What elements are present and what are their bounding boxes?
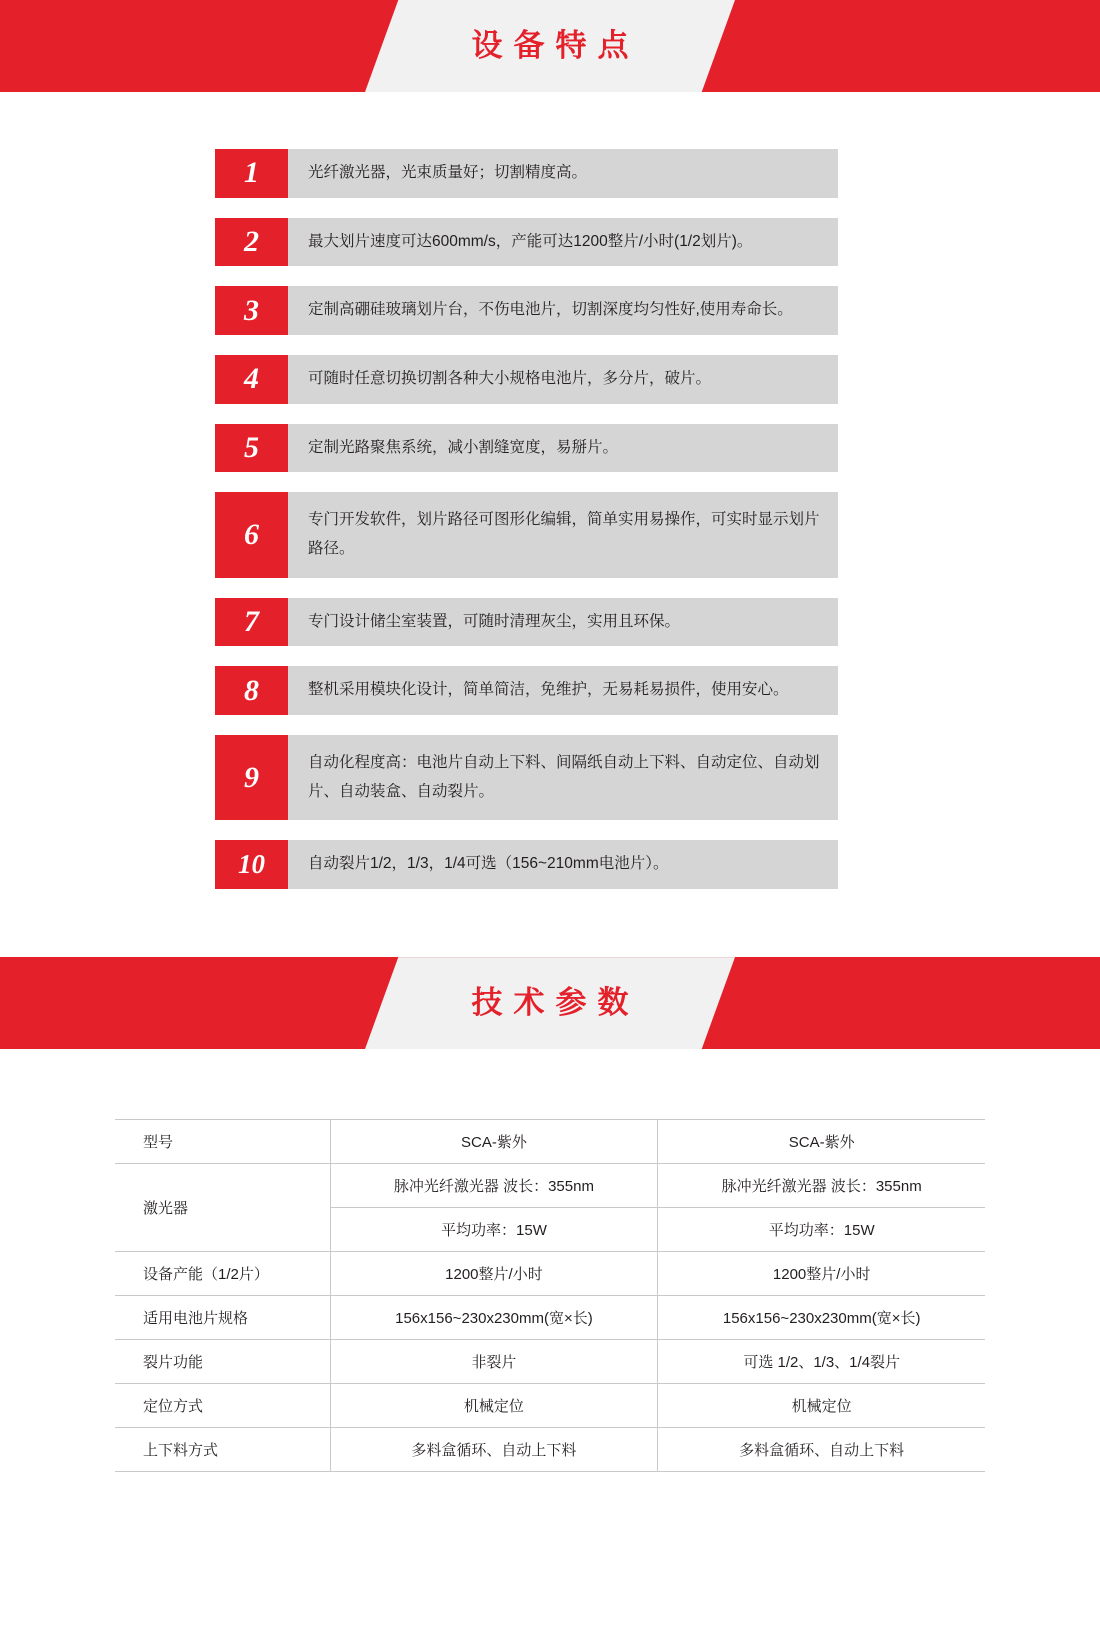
- feature-text: 自动化程度高：电池片自动上下料、间隔纸自动上下料、自动定位、自动划片、自动装盒、自动裂片。: [288, 735, 838, 820]
- row-label: 型号: [115, 1120, 330, 1164]
- feature-number: 7: [215, 598, 288, 647]
- row-label: 激光器: [115, 1164, 330, 1252]
- row-value-col2: SCA-紫外: [658, 1120, 985, 1164]
- row-value-col1: 平均功率：15W: [330, 1208, 658, 1252]
- feature-number: 8: [215, 666, 288, 715]
- feature-text: 可随时任意切换切割各种大小规格电池片，多分片，破片。: [288, 355, 838, 404]
- feature-item: [0, 286, 1100, 335]
- row-value-col2: 多料盒循环、自动上下料: [658, 1428, 985, 1472]
- table-row: [115, 1340, 985, 1384]
- table-row: [115, 1296, 985, 1340]
- row-label: 适用电池片规格: [115, 1296, 330, 1340]
- table-row: [115, 1164, 985, 1208]
- table-row: [115, 1252, 985, 1296]
- row-value-col1: 多料盒循环、自动上下料: [330, 1428, 658, 1472]
- specs-banner-wrapper: [0, 957, 1100, 1049]
- feature-text: 专门开发软件，划片路径可图形化编辑，简单实用易操作，可实时显示划片路径。: [288, 492, 838, 577]
- feature-item: [0, 492, 1100, 577]
- feature-text: 光纤激光器，光束质量好；切割精度高。: [288, 149, 838, 198]
- feature-item: [0, 735, 1100, 820]
- row-label: 设备产能（1/2片）: [115, 1252, 330, 1296]
- row-value-col2: 机械定位: [658, 1384, 985, 1428]
- row-value-col1: 156x156~230x230mm(宽×长): [330, 1296, 658, 1340]
- feature-number: 1: [215, 149, 288, 198]
- features-banner-title: 设备特点: [471, 28, 640, 63]
- feature-number: 4: [215, 355, 288, 404]
- table-row: [115, 1384, 985, 1428]
- row-value-col2: 可选 1/2、1/3、1/4裂片: [658, 1340, 985, 1384]
- row-value-col1: 1200整片/小时: [330, 1252, 658, 1296]
- row-value-col2: 156x156~230x230mm(宽×长): [658, 1296, 985, 1340]
- feature-number: 10: [215, 840, 288, 889]
- feature-text: 自动裂片1/2，1/3，1/4可选（156~210mm电池片）。: [288, 840, 838, 889]
- row-value-col1: 非裂片: [330, 1340, 658, 1384]
- row-value-col1: 机械定位: [330, 1384, 658, 1428]
- feature-item: [0, 424, 1100, 473]
- feature-item: [0, 840, 1100, 889]
- spec-table: [115, 1119, 985, 1472]
- feature-number: 2: [215, 218, 288, 267]
- feature-text: 整机采用模块化设计，简单简洁，免维护，无易耗易损件，使用安心。: [288, 666, 838, 715]
- feature-number: 6: [215, 492, 288, 577]
- row-label: 上下料方式: [115, 1428, 330, 1472]
- feature-number: 9: [215, 735, 288, 820]
- specs-banner: [0, 957, 1100, 1049]
- row-value-col1: SCA-紫外: [330, 1120, 658, 1164]
- table-row: [115, 1120, 985, 1164]
- row-value-col2: 平均功率：15W: [658, 1208, 985, 1252]
- row-label: 裂片功能: [115, 1340, 330, 1384]
- feature-item: [0, 218, 1100, 267]
- row-value-col1: 脉冲光纤激光器 波长：355nm: [330, 1164, 658, 1208]
- feature-text: 定制高硼硅玻璃划片台，不伤电池片，切割深度均匀性好,使用寿命长。: [288, 286, 838, 335]
- feature-number: 3: [215, 286, 288, 335]
- feature-number: 5: [215, 424, 288, 473]
- feature-item: [0, 355, 1100, 404]
- feature-item: [0, 666, 1100, 715]
- feature-item: [0, 598, 1100, 647]
- row-value-col2: 1200整片/小时: [658, 1252, 985, 1296]
- feature-text: 专门设计储尘室装置，可随时清理灰尘，实用且环保。: [288, 598, 838, 647]
- table-row: [115, 1428, 985, 1472]
- specs-banner-title: 技术参数: [471, 985, 640, 1021]
- feature-text: 最大划片速度可达600mm/s，产能可达1200整片/小时(1/2划片)。: [288, 218, 838, 267]
- features-list: [0, 92, 1100, 889]
- feature-item: [0, 149, 1100, 198]
- features-banner: [0, 0, 1100, 92]
- row-label: 定位方式: [115, 1384, 330, 1428]
- row-value-col2: 脉冲光纤激光器 波长：355nm: [658, 1164, 985, 1208]
- spec-table-wrapper: [0, 1049, 1100, 1472]
- feature-text: 定制光路聚焦系统，减小割缝宽度，易掰片。: [288, 424, 838, 473]
